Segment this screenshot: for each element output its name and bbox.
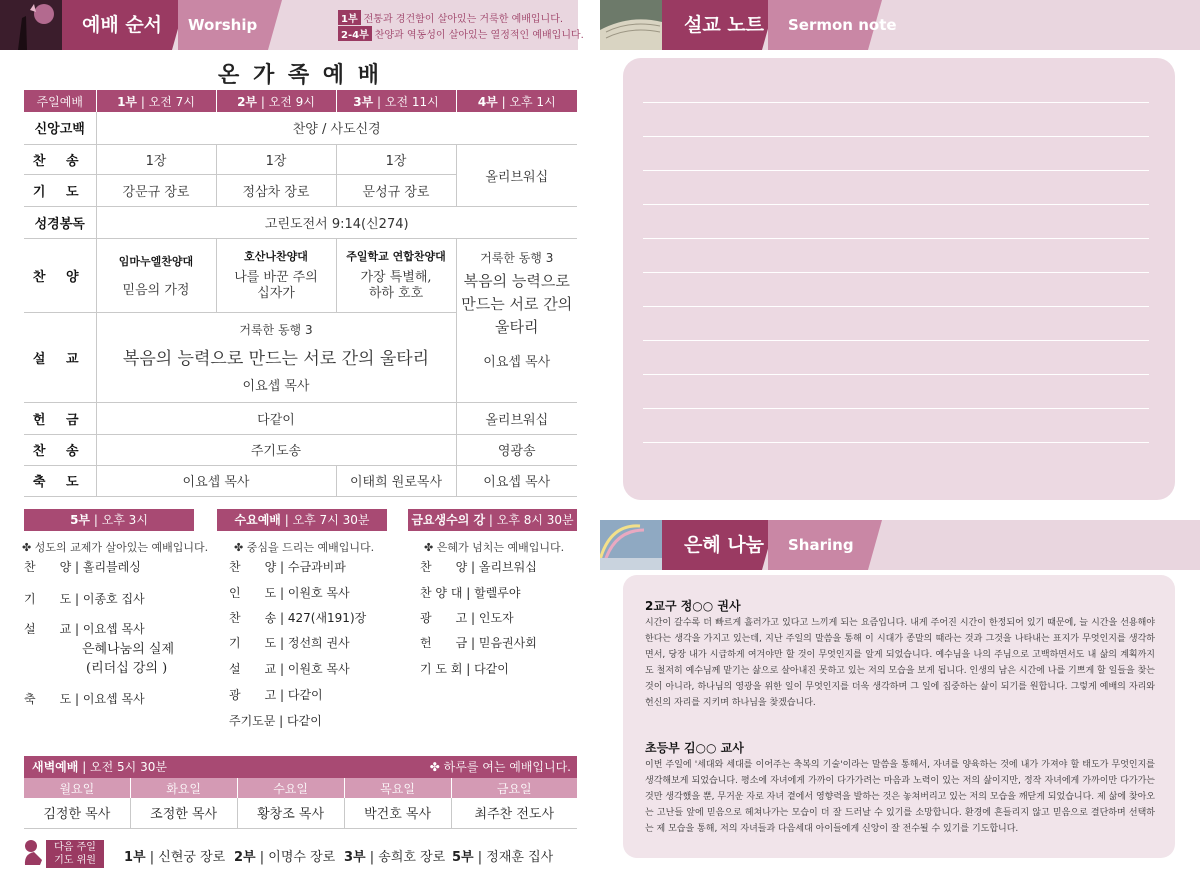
header-time: 오전 9시 [268,94,315,109]
preacher: 이요셉 목사 [242,378,310,394]
cell: 1장 [336,144,456,174]
svc-line: 찬 양 | 홀리블레싱 [24,560,141,574]
svc-time: 오후 7시 30분 [292,513,370,527]
row-label: 헌 금 [24,402,96,434]
preacher: 이요셉 목사 [483,354,551,370]
cell: 찬양 / 사도신경 [96,112,577,144]
sermon-series: 거룩한 동행 3 [239,322,313,337]
note-line [643,340,1149,341]
note-line [643,272,1149,273]
sermon-header [600,0,1200,50]
table-row [24,238,577,312]
prayer-part: 2부 [234,850,256,865]
header-service: 2부 [237,94,258,109]
choir-name: 주일학교 연합찬양대 [346,250,446,263]
cell: 다같이 [96,402,456,434]
note-line [643,374,1149,375]
cell: 올리브워십 [456,144,577,206]
svc-line: 찬 양 | 올리브워십 [420,560,537,574]
tab-arrow-icon [268,0,282,50]
sharing-title: 은혜 나눔 [684,534,765,556]
cell: 이태희 원로목사 [336,465,456,496]
header-time: 오전 7시 [148,94,195,109]
sermon-note-area[interactable] [623,58,1175,500]
svc-line: (리더십 강의 ) [86,661,168,676]
svcwed-bar: 수요예배 | 오후 7시 30분 [217,509,387,531]
note-line [643,204,1149,205]
main-title: 온 가 족 예 배 [218,63,382,88]
row-label: 신앙고백 [24,112,96,144]
cell: 올리브워십 [456,402,577,434]
svc-line: 설 교 | 이요셉 목사 [24,622,145,636]
svc-time: 오후 3시 [101,513,148,527]
day-cell: 월요일 [24,778,130,798]
worship-title: 예배 순서 [82,14,163,36]
note-line [643,102,1149,103]
day-cell: 금요일 [451,778,577,798]
prayer-part: 3부 [344,850,366,865]
prayer-name: 정재훈 집사 [486,850,554,865]
day-cell: 목요일 [344,778,451,798]
prayer-item: 5부 | 정재훈 집사 [452,850,554,865]
svc-note: ✤ 중심을 드리는 예배입니다. [234,541,375,554]
svc-line: 광 고 | 다같이 [229,688,323,702]
note-line [643,136,1149,137]
prayer-name: 이명수 장로 [268,850,336,865]
svc5-bar: 5부 | 오후 3시 [24,509,194,531]
svc-line: 헌 금 | 믿음권사회 [420,636,537,650]
prayer-name: 신현궁 장로 [158,850,226,865]
note-tag: 1부 [338,10,361,25]
header-service: 1부 [117,94,138,109]
prayer-part: 1부 [124,850,146,865]
cell: 이요셉 목사 [456,465,577,496]
day-cell: 수요일 [237,778,344,798]
svc-line: 기 도 | 이종호 집사 [24,592,145,606]
day-cell: 화요일 [130,778,237,798]
prayer-item: 3부 | 송희호 장로 [344,850,446,865]
dawn-schedule: 새벽예배 | 오전 5시 30분 ✤ 하루를 여는 예배입니다. 월요일 화요일 수요일 목요일 금요일 김정한 목사 조정한 목사 황창조 목사 박건호 목사 최주찬 전도사 [24,756,577,829]
sharing-body: 시간이 갈수록 더 빠르게 흘러가고 있다고 느끼게 되는 요즘입니다. 내게 주어진 시간이 한정되어 있기 때문에, 늘 시간을 선용해야 한다는 생각을 가지고 있는데, 지난 주일의 말씀을 통해 이 시대가 종말의 때라는 것과 그것을 나타내는 표지가 무엇인지를 생각하면서, 당장 내가 시급하게 여겨야만 할 것이 무엇인지를 알게 되었습니다. 예수님을 나의 주님으로 고백하면서도 내 삶의 계획까지도 철저히 예수님께 맡기는 삶으로 살아내진 못하고 있는 저의 모습을 보게 됩니다. 인생의 남은 시간에 나를 기쁘게 할 일들을 찾는 것이 아니라, 하나님의 영광을 위한 일이 무엇인지를 더욱 생각하며 그 일에 집중하는 삶이 되기를 원합니다. 그렇게 예배의 자리와 헌신의 자리를 지키며 하나님을 찾겠습니다. [645,618,1155,708]
header-time: 오후 1시 [509,94,556,109]
next-prayer-label [46,840,104,868]
tab-arrow-icon [868,520,882,570]
svc-line: 찬 송 | 427(새191)장 [229,611,367,625]
svc-line: 광 고 | 인도자 [420,611,514,625]
table-row [24,144,577,174]
table-row [24,402,577,434]
svcfri-bar: 금요생수의 강 | 오후 8시 30분 [408,509,577,531]
svc-line: 축 도 | 이요셉 목사 [24,692,145,706]
worship-title-en: Worship [188,16,258,34]
cell: 1장 [216,144,336,174]
song-title: 가장 특별해, 하하 호호 [360,270,432,301]
svc-name: 금요생수의 강 [411,513,486,527]
note-text: 찬양과 역동성이 살아있는 열정적인 예배입니다. [374,30,584,41]
svc-line: 찬 양 | 수금과비파 [229,560,346,574]
note-line [643,442,1149,443]
dawn-leaders-row [24,798,577,828]
sharing-heading: 2교구 정○○ 권사 [645,599,741,613]
dawn-motto: ✤ 하루를 여는 예배입니다. [429,760,571,774]
sermon-title: 복음의 능력으로 만드는 서로 간의 울타리 [461,271,573,336]
rainbow-photo-icon [600,520,662,570]
table-row [24,434,577,465]
sharing-title-en: Sharing [788,536,854,554]
cell: 강문규 장로 [96,174,216,206]
sharing-box [623,575,1175,858]
table-header-row: 주일예배 1부 | 오전 7시 2부 | 오전 9시 3부 | 오전 11시 4부 | 오후 1시 [24,90,577,112]
svc-line: 기 도 | 정선희 권사 [229,636,350,650]
worship-table [24,90,577,497]
prayer-name: 송희호 장로 [378,850,446,865]
sermon-title: 설교 노트 [684,14,765,36]
svc-line: 은혜나눔의 실제 [82,642,175,657]
worship-header [0,0,584,50]
row-label: 축 도 [24,465,96,496]
leader-cell: 조정한 목사 [130,798,237,828]
svc-name: 5부 [70,513,91,527]
row-label: 찬 양 [24,238,96,312]
leader-cell: 김정한 목사 [24,798,130,828]
row-label: 기 도 [24,174,96,206]
row-label: 성경봉독 [24,206,96,238]
dawn-time: 오전 5시 30분 [90,760,167,774]
song-title: 믿음의 가정 [122,282,190,298]
cell: 정삼차 장로 [216,174,336,206]
svc-name: 수요예배 [234,513,281,527]
label-line: 기도 위원 [54,855,96,866]
svc-note: ✤ 은혜가 넘치는 예배입니다. [424,541,565,554]
note-line [643,408,1149,409]
sermon-series: 거룩한 동행 3 [480,250,554,265]
bible-photo-icon [600,0,662,50]
table-row [24,112,577,144]
table-row [24,465,577,496]
song-title: 나를 바꾼 주의 십자가 [234,270,318,301]
svc-line: 찬 양 대 | 할렐루야 [420,586,521,600]
dawn-days-row [24,778,577,798]
cell: 문성규 장로 [336,174,456,206]
note-tag: 2-4부 [338,26,372,41]
cell: 영광송 [456,434,577,465]
choir-name: 임마누엘찬양대 [118,254,194,268]
note-text: 전통과 경건함이 살아있는 거룩한 예배입니다. [363,14,564,25]
prayer-item: 2부 | 이명수 장로 [234,850,336,865]
row-label: 찬 송 [24,144,96,174]
note-line [643,306,1149,307]
prayer-item: 1부 | 신현궁 장로 [124,850,226,865]
leader-cell: 최주찬 전도사 [451,798,577,828]
header-label: 주일예배 [24,90,96,112]
label-line: 다음 주일 [54,842,96,853]
sermon-title: 복음의 능력으로 만드는 서로 간의 울타리 [122,348,430,369]
table-row [24,206,577,238]
cell: 1장 [96,144,216,174]
header-service: 4부 [477,94,498,109]
sharing-body: 이번 주일에 '세대와 세대를 이어주는 축복의 기술'이라는 말씀을 통해서, 자녀를 양육하는 것에 내가 가져야 할 태도가 무엇인지를 생각해보게 되었습니다. 평소에 자녀에게 가까이 다가가려는 마음과 노력이 있는 저의 삶이지만, 정작 자녀에게 가까이만 다가가는 것만 생각했을 뿐, 무거운 자로 자녀 곁에서 영향력을 발하는 것은 놓쳐버리고 있는 저의 모습을 깨닫게 되었습니다. 제 삶에 찾아오는 고난들 앞에 믿음으로 헤쳐나가는 모습이 더 잘 드러날 수 있기를 소망합니다. 환경에 흔들리지 않고 믿음으로 결단하며 선택하는 제 모습을 통해, 저의 자녀들과 다음세대 아이들에게 신앙이 잘 전수될 수 있기를 기도합니다. [645,760,1155,834]
row-label: 찬 송 [24,434,96,465]
svc-line: 기 도 회 | 다같이 [420,662,509,676]
svc-line: 주기도문 | 다같이 [229,714,322,728]
row-label: 설 교 [24,312,96,402]
prayer-part: 5부 [452,850,474,865]
leader-cell: 황창조 목사 [237,798,344,828]
cell: 주기도송 [96,434,456,465]
svc-line: 인 도 | 이원호 목사 [229,586,350,600]
number-2-icon [22,838,44,866]
cell: 이요셉 목사 [96,465,336,496]
cell: 고린도전서 9:14(신274) [96,206,577,238]
svc-note: ✤ 성도의 교제가 살아있는 예배입니다. [22,541,209,554]
sharing-header [600,520,1200,570]
choir-name: 호산나찬양대 [244,250,308,263]
sharing-heading: 초등부 김○○ 교사 [645,741,744,755]
note-line [643,238,1149,239]
header-time: 오전 11시 [384,94,439,109]
note-line [643,170,1149,171]
leader-cell: 박건호 목사 [344,798,451,828]
header-service: 3부 [353,94,374,109]
worship-photo-icon [0,0,62,50]
dawn-name: 새벽예배 [32,760,79,774]
sermon-title-en: Sermon note [788,16,897,34]
svc-time: 오후 8시 30분 [496,513,574,527]
svc-line: 설 교 | 이원호 목사 [229,662,350,676]
